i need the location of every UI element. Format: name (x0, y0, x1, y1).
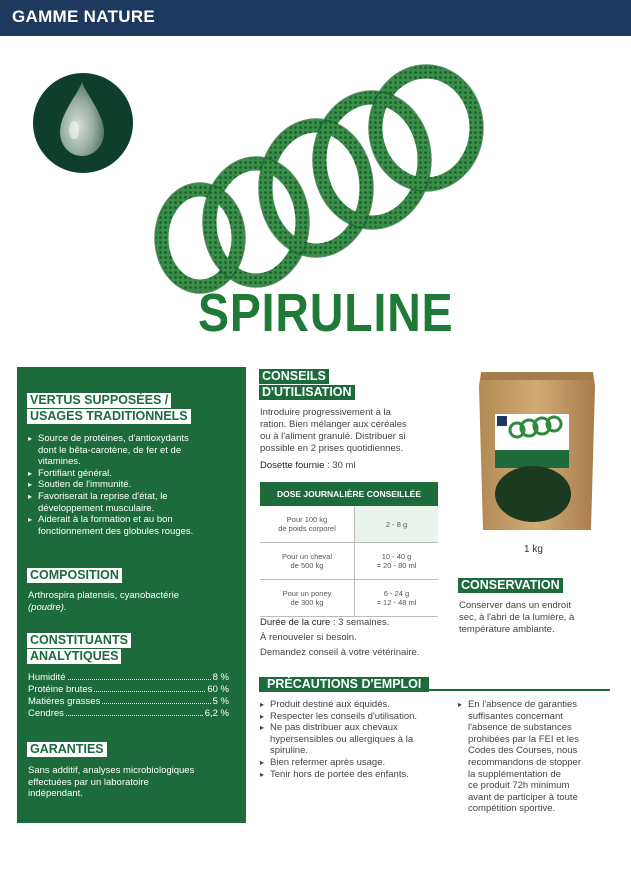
composition-heading: COMPOSITION (27, 568, 122, 583)
constituants-list (28, 672, 229, 720)
table-row: Cendres 6,2 % (28, 708, 229, 719)
conseils-heading-2: D'UTILISATION (259, 385, 355, 400)
list-item: ▸ Bien refermer après usage. (260, 757, 440, 769)
product-title: SPIRULINE (198, 283, 454, 343)
duree-value: : 3 semaines. (330, 617, 390, 628)
list-item: ▸ Ne pas distribuer aux chevaux hypersensibles ou allergiques à la spiruline. (260, 722, 440, 757)
list-item: ▸ Soutien de l'immunité. (28, 479, 238, 491)
precautions-left-list (260, 699, 440, 780)
table-row: Humidité 8 % (28, 672, 229, 683)
list-item: ▸ Source de protéines, d'antioxydants dont le bêta-carotène, de fer et de vitamines. (28, 433, 238, 468)
list-item: ▸ Tenir hors de portée des enfants. (260, 769, 440, 781)
garanties-heading: GARANTIES (27, 742, 107, 757)
dosette-line (260, 460, 356, 472)
conservation-heading: CONSERVATION (458, 578, 563, 593)
constituants-heading: CONSTITUANTS (27, 633, 131, 648)
list-item: ▸ En l'absence de garanties suffisantes concernant l'absence de substances prohibées par la FEI et les Codes des Courses, nous recommandons de stopper la supplémentation de ce produit 72h minimum avant de participer à toute compétition sportive. (458, 699, 608, 815)
vertus-heading (27, 393, 171, 408)
conseils-text: Introduire progressivement à la ration. Bien mélanger aux céréales ou à l'aliment granulé. Distribuer si possible en 2 prises quotidiennes. (260, 407, 407, 454)
list-item: ▸ Favoriserait la reprise d'état, le développement musculaire. (28, 491, 238, 514)
product-weight: 1 kg (524, 544, 543, 555)
list-item: ▸ Fortifiant général. (28, 468, 238, 480)
dosette-value: : 30 ml (324, 460, 356, 471)
precautions-heading: PRÉCAUTIONS D'EMPLOI (259, 677, 429, 692)
spirulina-illustration (128, 60, 488, 295)
left-panel (17, 367, 246, 823)
dose-table-header: DOSE JOURNALIÈRE CONSEILLÉE (260, 482, 438, 506)
renouveler-text: À renouveler si besoin. (260, 632, 357, 643)
range-title: GAMME NATURE (12, 7, 156, 26)
table-row: Matières grasses 5 % (28, 696, 229, 707)
composition-note: (poudre). (28, 601, 67, 613)
table-row: Protéine brutes 60 % (28, 684, 229, 695)
vertus-heading-2 (27, 409, 191, 424)
list-item: ▸ Produit destiné aux équidés. (260, 699, 440, 711)
duree-label: Durée de la cure (260, 617, 331, 628)
composition-text: Arthrospira platensis, cyanobactérie (poudre). (28, 590, 238, 613)
conservation-text: Conserver dans un endroit sec, à l'abri de la lumière, à température ambiante. (459, 600, 575, 635)
water-drop-icon (52, 74, 112, 166)
dose-table (260, 482, 438, 617)
table-row: Pour 100 kg de poids corporel 2 - 8 g (260, 506, 438, 543)
constituants-heading-2: ANALYTIQUES (27, 649, 121, 664)
vertus-list (28, 433, 238, 537)
dosette-label: Dosette fournie (260, 460, 325, 471)
table-row: Pour un cheval de 500 kg 10 - 40 g = 20 - 80 ml (260, 543, 438, 580)
table-row: Pour un poney de 300 kg 6 - 24 g = 12 - 48 ml (260, 580, 438, 617)
vertus-heading-line2: USAGES TRADITIONNELS (30, 409, 188, 423)
cure-info (260, 615, 419, 660)
vertus-heading-line1: VERTUS SUPPOSÉES / (30, 393, 169, 407)
header-bar (0, 0, 631, 36)
garanties-text: Sans additif, analyses microbiologiques effectuées par un laboratoire indépendant. (28, 765, 195, 800)
demandez-text: Demandez conseil à votre vétérinaire. (260, 647, 420, 658)
list-item: ▸ Respecter les conseils d'utilisation. (260, 711, 440, 723)
product-package-image (473, 366, 601, 536)
conseils-heading: CONSEILS (259, 369, 329, 384)
list-item: ▸ Aiderait à la formation et au bon fonctionnement des globules rouges. (28, 514, 238, 537)
precautions-right-list (458, 699, 608, 815)
